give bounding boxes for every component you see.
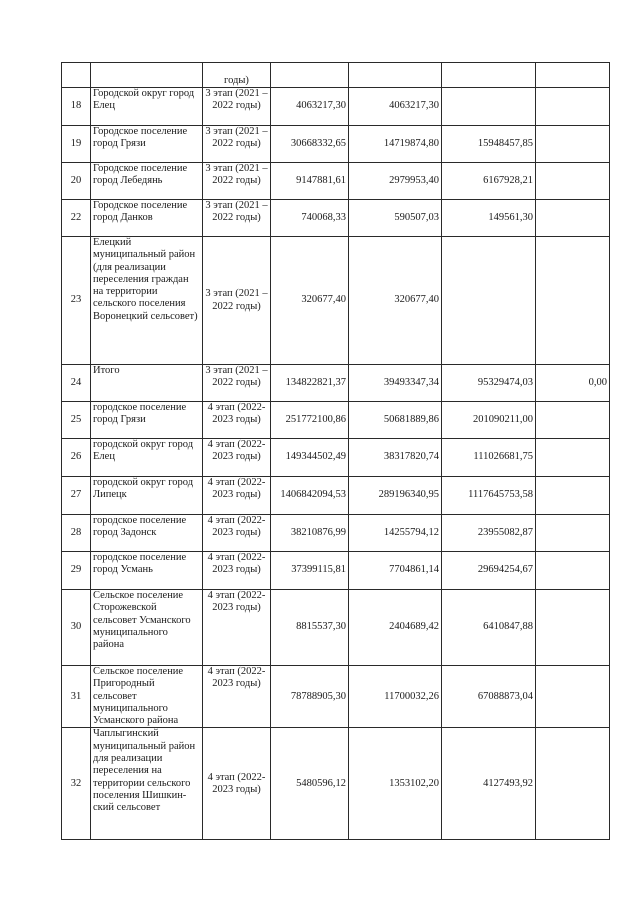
- stage-cell: [203, 200, 271, 237]
- stage-text: 4 этап (2022-2023 годы): [207, 515, 266, 539]
- row-number-text: 26: [70, 451, 82, 463]
- continuation-row: [62, 63, 610, 88]
- col4-text: 11700032,26: [384, 690, 439, 702]
- municipality-text: Городское поселение город Данков: [93, 200, 188, 224]
- col4-cell: [349, 552, 442, 590]
- stage-text: годы): [224, 74, 249, 86]
- municipality-cell: [91, 552, 203, 590]
- municipality-text: городское поселение город Усмань: [93, 552, 187, 576]
- col4-text: 50681889,86: [383, 413, 439, 425]
- col6-text: 0,00: [588, 376, 607, 388]
- col4-text: 320677,40: [394, 294, 439, 306]
- table-row: [62, 477, 610, 515]
- col4-text: 38317820,74: [383, 451, 439, 463]
- table-row: [62, 126, 610, 163]
- col5-cell: [442, 88, 536, 126]
- table-row: [62, 666, 610, 728]
- col6-cell: [536, 200, 610, 237]
- row-number-cell: [62, 365, 91, 402]
- resettlement-funding-table: [61, 62, 610, 840]
- col5-cell: [442, 365, 536, 402]
- municipality-cell: [91, 63, 203, 88]
- col6-cell: [536, 163, 610, 200]
- col5-text: 111026681,75: [473, 451, 533, 463]
- stage-cell: [203, 88, 271, 126]
- stage-text: 4 этап (2022-2023 годы): [207, 477, 266, 501]
- table-row: [62, 163, 610, 200]
- row-number-text: 29: [70, 564, 82, 576]
- row-number-text: 20: [70, 174, 82, 186]
- stage-cell: [203, 402, 271, 439]
- col5-text: 67088873,04: [477, 690, 533, 702]
- col4-text: 39493347,34: [383, 376, 439, 388]
- total-cell: [271, 728, 349, 840]
- col4-cell: [349, 515, 442, 552]
- col4-cell: [349, 365, 442, 402]
- stage-text: 4 этап (2022-2023 годы): [207, 402, 266, 426]
- col4-text: 590507,03: [394, 211, 439, 223]
- municipality-cell: [91, 477, 203, 515]
- col4-cell: [349, 666, 442, 728]
- total-text: 38210876,99: [290, 526, 346, 538]
- municipality-cell: [91, 728, 203, 840]
- col4-text: 2404689,42: [389, 621, 439, 633]
- col6-cell: [536, 126, 610, 163]
- stage-text: 3 этап (2021 – 2022 годы): [205, 126, 268, 150]
- col6-cell: [536, 552, 610, 590]
- stage-cell: [203, 728, 271, 840]
- table-row: [62, 590, 610, 666]
- total-text: 30668332,65: [290, 137, 346, 149]
- col5-cell: [442, 590, 536, 666]
- total-cell: [271, 237, 349, 365]
- col5-cell: [442, 666, 536, 728]
- municipality-cell: [91, 402, 203, 439]
- municipality-cell: [91, 88, 203, 126]
- stage-text: 4 этап (2022-2023 годы): [207, 590, 266, 614]
- table-row: [62, 728, 610, 840]
- stage-cell: [203, 63, 271, 88]
- municipality-text: городской округ город Липецк: [93, 477, 194, 501]
- stage-text: 4 этап (2022-2023 годы): [207, 439, 266, 463]
- row-number-cell: [62, 200, 91, 237]
- row-number-text: 22: [70, 211, 82, 223]
- col4-text: 1353102,20: [389, 777, 439, 789]
- col6-cell: [536, 477, 610, 515]
- col6-cell: [536, 237, 610, 365]
- row-number-cell: [62, 552, 91, 590]
- table-row: [62, 88, 610, 126]
- row-number-text: 18: [70, 100, 82, 112]
- total-cell: [271, 515, 349, 552]
- table-row: [62, 365, 610, 402]
- row-number-cell: [62, 126, 91, 163]
- stage-text: 4 этап (2022-2023 годы): [207, 771, 266, 795]
- row-number-text: 28: [70, 526, 82, 538]
- row-number-text: 32: [70, 777, 82, 789]
- table-row: [62, 200, 610, 237]
- col5-text: 6167928,21: [483, 174, 533, 186]
- col4-text: 4063217,30: [389, 100, 439, 112]
- total-text: 8815537,30: [296, 621, 346, 633]
- municipality-text: городской округ город Елец: [93, 439, 194, 463]
- row-number-cell: [62, 666, 91, 728]
- stage-cell: [203, 126, 271, 163]
- col6-cell: [536, 88, 610, 126]
- col6-cell: [536, 402, 610, 439]
- col5-text: 29694254,67: [477, 564, 533, 576]
- col5-cell: [442, 728, 536, 840]
- total-text: 4063217,30: [296, 100, 346, 112]
- col5-text: 1117645753,58: [468, 489, 533, 501]
- total-cell: [271, 365, 349, 402]
- row-number-cell: [62, 439, 91, 477]
- row-number-text: 30: [70, 621, 82, 633]
- total-text: 251772100,86: [285, 413, 346, 425]
- municipality-cell: [91, 163, 203, 200]
- col4-cell: [349, 163, 442, 200]
- total-cell: [271, 88, 349, 126]
- stage-text: 3 этап (2021 – 2022 годы): [205, 163, 268, 187]
- row-number-cell: [62, 590, 91, 666]
- stage-text: 3 этап (2021 – 2022 годы): [205, 200, 268, 224]
- total-cell: [271, 590, 349, 666]
- stage-cell: [203, 365, 271, 402]
- row-number-text: 25: [70, 413, 82, 425]
- municipality-cell: [91, 515, 203, 552]
- municipality-text: городское поселение город Грязи: [93, 402, 187, 426]
- total-cell: [271, 63, 349, 88]
- row-number-cell: [62, 728, 91, 840]
- col5-text: 15948457,85: [477, 137, 533, 149]
- stage-text: 3 этап (2021 – 2022 годы): [205, 365, 268, 389]
- row-number-cell: [62, 477, 91, 515]
- row-number-text: 31: [70, 690, 82, 702]
- row-number-cell: [62, 163, 91, 200]
- col6-cell: [536, 63, 610, 88]
- stage-text: 4 этап (2022-2023 годы): [207, 552, 266, 576]
- row-number-cell: [62, 88, 91, 126]
- stage-cell: [203, 237, 271, 365]
- col5-text: 149561,30: [488, 211, 533, 223]
- table-row: [62, 237, 610, 365]
- col5-cell: [442, 515, 536, 552]
- col4-cell: [349, 63, 442, 88]
- total-cell: [271, 200, 349, 237]
- municipality-cell: [91, 200, 203, 237]
- total-cell: [271, 163, 349, 200]
- row-number-cell: [62, 402, 91, 439]
- total-text: 37399115,81: [291, 564, 346, 576]
- col5-cell: [442, 477, 536, 515]
- col5-text: 4127493,92: [483, 777, 533, 789]
- stage-cell: [203, 515, 271, 552]
- row-number-text: 24: [70, 376, 82, 388]
- total-text: 320677,40: [301, 294, 346, 306]
- total-cell: [271, 439, 349, 477]
- col5-cell: [442, 200, 536, 237]
- total-cell: [271, 552, 349, 590]
- col5-text: 201090211,00: [473, 413, 533, 425]
- total-text: 5480596,12: [296, 777, 346, 789]
- municipality-cell: [91, 439, 203, 477]
- total-text: 1406842094,53: [280, 489, 346, 501]
- col5-cell: [442, 126, 536, 163]
- col6-cell: [536, 666, 610, 728]
- col5-cell: [442, 237, 536, 365]
- col4-cell: [349, 728, 442, 840]
- row-number-text: 19: [70, 137, 82, 149]
- stage-text: 3 этап (2021 – 2022 годы): [205, 288, 268, 312]
- col5-text: 95329474,03: [477, 376, 533, 388]
- stage-text: 4 этап (2022-2023 годы): [207, 666, 266, 690]
- col5-cell: [442, 163, 536, 200]
- row-number-text: 23: [70, 294, 82, 306]
- stage-cell: [203, 590, 271, 666]
- stage-cell: [203, 439, 271, 477]
- municipality-text: Сельское поселение Пригородный сельсовет муниципального Усманского района: [93, 666, 184, 727]
- municipality-text: Сельское поселение Сторожевской сельсовет Усманского муниципального района: [93, 590, 191, 651]
- col4-text: 289196340,95: [378, 489, 439, 501]
- col4-cell: [349, 590, 442, 666]
- col6-cell: [536, 728, 610, 840]
- total-cell: [271, 402, 349, 439]
- municipality-text: Городское поселение город Грязи: [93, 126, 188, 150]
- municipality-cell: [91, 365, 203, 402]
- table-row: [62, 439, 610, 477]
- total-text: 9147881,61: [296, 174, 346, 186]
- total-cell: [271, 126, 349, 163]
- municipality-text: Городской округ город Елец: [93, 88, 195, 112]
- col4-text: 14719874,80: [383, 137, 439, 149]
- municipality-cell: [91, 666, 203, 728]
- row-number-text: 27: [70, 489, 82, 501]
- col5-cell: [442, 439, 536, 477]
- col4-cell: [349, 402, 442, 439]
- col5-text: 23955082,87: [477, 526, 533, 538]
- col4-cell: [349, 200, 442, 237]
- total-text: 740068,33: [301, 211, 346, 223]
- total-text: 149344502,49: [285, 451, 346, 463]
- total-cell: [271, 477, 349, 515]
- table-row: [62, 552, 610, 590]
- table-row: [62, 515, 610, 552]
- col4-cell: [349, 439, 442, 477]
- municipality-text: Городское поселение город Лебедянь: [93, 163, 188, 187]
- col4-cell: [349, 126, 442, 163]
- stage-cell: [203, 163, 271, 200]
- row-number-cell: [62, 237, 91, 365]
- col4-cell: [349, 477, 442, 515]
- col4-text: 14255794,12: [383, 526, 439, 538]
- col4-cell: [349, 88, 442, 126]
- col5-cell: [442, 552, 536, 590]
- col4-cell: [349, 237, 442, 365]
- col4-text: 7704861,14: [389, 564, 439, 576]
- municipality-text: Чаплыгинский муниципальный район для реализации переселения на территории сельского поселения Шишкин-ский сельсовет: [93, 728, 196, 814]
- municipality-cell: [91, 237, 203, 365]
- municipality-cell: [91, 590, 203, 666]
- table-row: [62, 402, 610, 439]
- col5-text: 6410847,88: [483, 621, 533, 633]
- total-text: 78788905,30: [290, 690, 346, 702]
- stage-cell: [203, 666, 271, 728]
- col6-cell: [536, 365, 610, 402]
- row-number-cell: [62, 515, 91, 552]
- municipality-text: городское поселение город Задонск: [93, 515, 187, 539]
- row-number-cell: [62, 63, 91, 88]
- total-cell: [271, 666, 349, 728]
- col6-cell: [536, 590, 610, 666]
- col4-text: 2979953,40: [389, 174, 439, 186]
- col6-cell: [536, 515, 610, 552]
- stage-cell: [203, 477, 271, 515]
- stage-cell: [203, 552, 271, 590]
- col5-cell: [442, 63, 536, 88]
- stage-text: 3 этап (2021 – 2022 годы): [205, 88, 268, 112]
- municipality-text: Елецкий муниципальный район (для реализации переселения граждан на территории сельского поселения Воронецкий сельсовет): [93, 237, 198, 322]
- municipality-cell: [91, 126, 203, 163]
- col6-cell: [536, 439, 610, 477]
- total-text: 134822821,37: [285, 376, 346, 388]
- municipality-text: Итого: [93, 365, 120, 376]
- col5-cell: [442, 402, 536, 439]
